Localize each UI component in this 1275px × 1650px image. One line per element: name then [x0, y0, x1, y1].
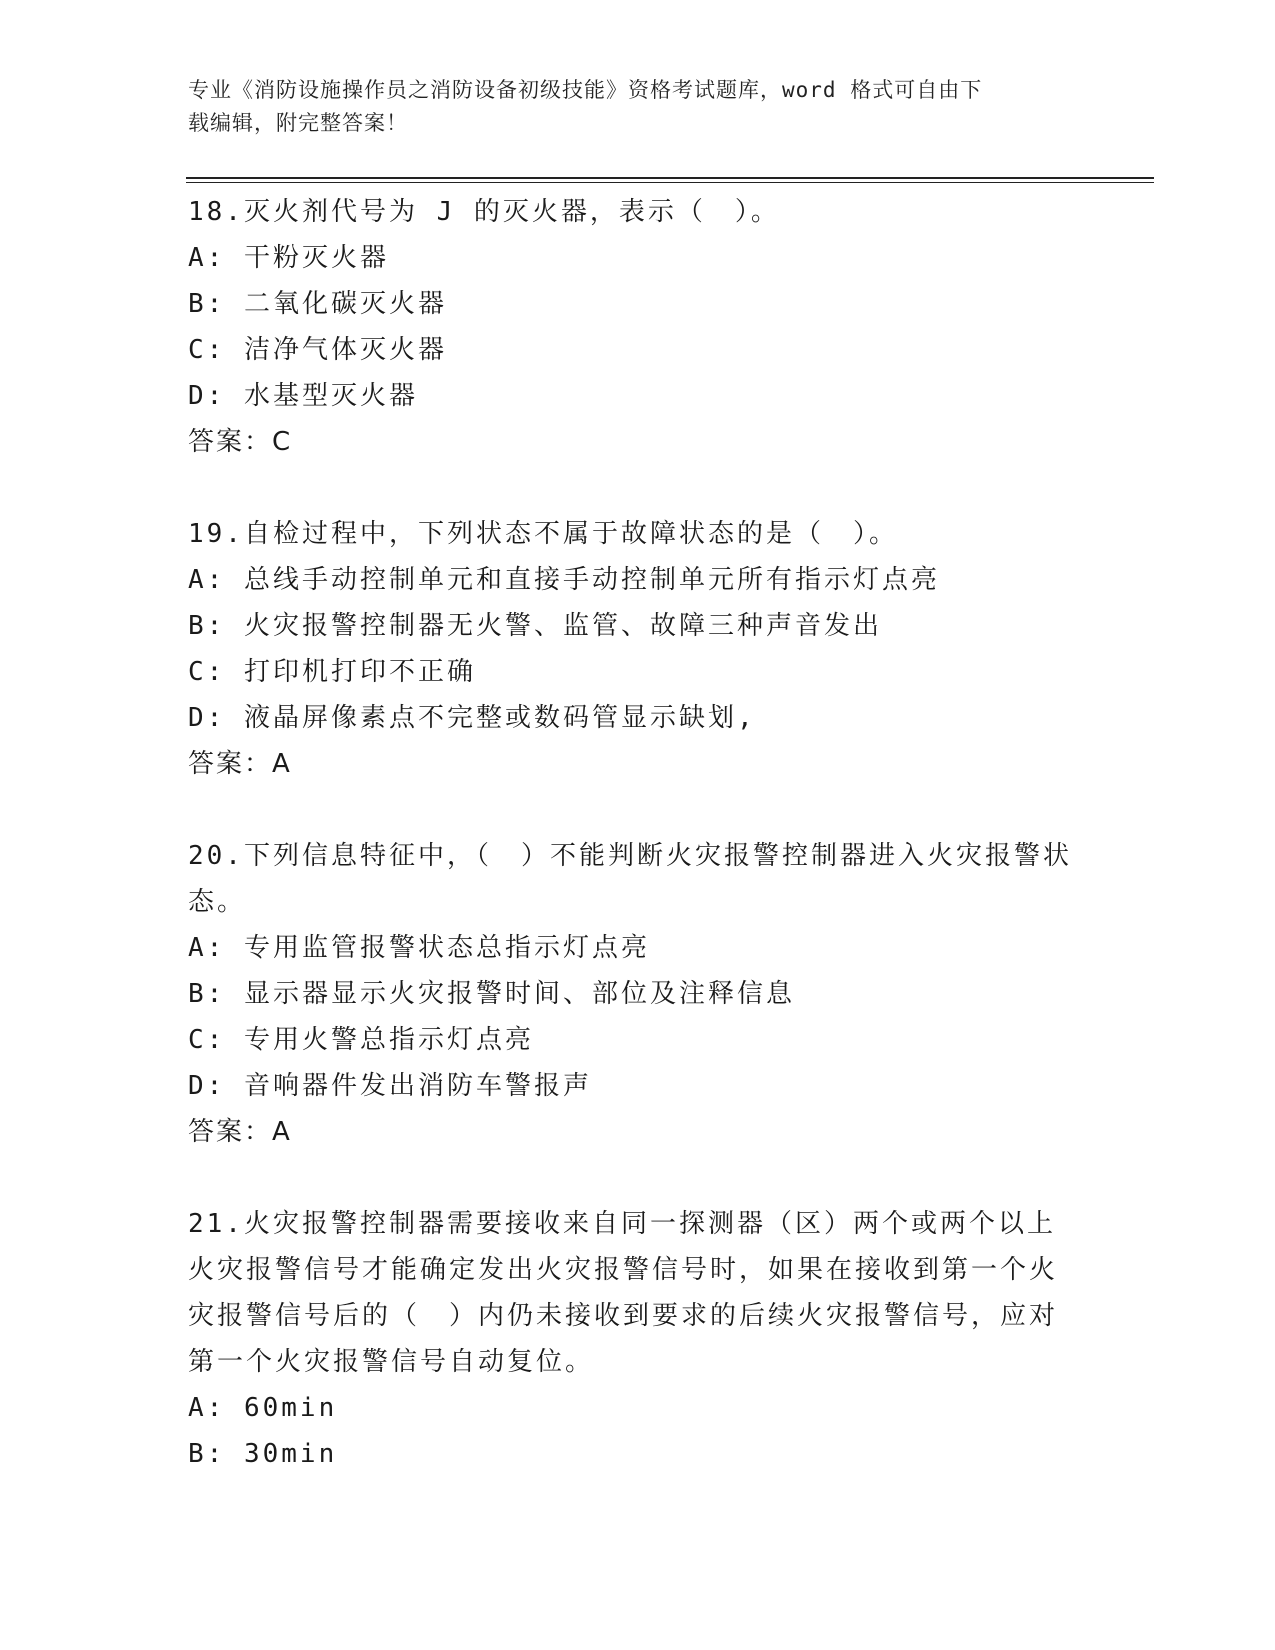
header-divider-thick: [186, 177, 1154, 179]
option-c: C: 专用火警总指示灯点亮: [188, 1025, 534, 1055]
option-d: D: 音响器件发出消防车警报声: [188, 1071, 592, 1101]
question-list: [188, 189, 1088, 1523]
option-a: A: 总线手动控制单元和直接手动控制单元所有指示灯点亮: [188, 565, 940, 595]
option-b: B: 二氧化碳灭火器: [188, 289, 447, 319]
option-a: A: 干粉灭火器: [188, 243, 389, 273]
question-18: [188, 189, 1088, 465]
option-b: B: 30min: [188, 1439, 338, 1469]
option-b: B: 显示器显示火灾报警时间、部位及注释信息: [188, 979, 795, 1009]
option-a: A: 专用监管报警状态总指示灯点亮: [188, 933, 650, 963]
answer: 答案：A: [188, 749, 292, 779]
answer: 答案：A: [188, 1117, 292, 1147]
question-stem: 18.灭火剂代号为 J 的灭火器，表示（ ）。: [188, 197, 780, 227]
question-19: [188, 511, 1088, 787]
option-d: D: 液晶屏像素点不完整或数码管显示缺划,: [188, 703, 756, 733]
option-b: B: 火灾报警控制器无火警、监管、故障三种声音发出: [188, 611, 882, 641]
option-c: C: 洁净气体灭火器: [188, 335, 447, 365]
question-stem: 21.火灾报警控制器需要接收来自同一探测器（区）两个或两个以上火灾报警信号才能确定发出火灾报警信号时，如果在接收到第一个火灾报警信号后的（ ）内仍未接收到要求的后续火灾报警信号，应对第一个火灾报警信号自动复位。: [188, 1209, 1059, 1377]
header-divider-thin: [186, 182, 1154, 183]
question-stem: 20.下列信息特征中，（ ）不能判断火灾报警控制器进入火灾报警状态。: [188, 841, 1072, 917]
option-d: D: 水基型灭火器: [188, 381, 418, 411]
document-header: [188, 74, 1068, 140]
header-line-2: 载编辑，附完整答案！: [188, 111, 408, 135]
question-21: [188, 1201, 1088, 1477]
option-a: A: 60min: [188, 1393, 338, 1423]
answer: 答案：C: [188, 427, 293, 457]
option-c: C: 打印机打印不正确: [188, 657, 476, 687]
question-20: [188, 833, 1088, 1155]
question-stem: 19.自检过程中，下列状态不属于故障状态的是（ ）。: [188, 519, 898, 549]
header-line-1: 专业《消防设施操作员之消防设备初级技能》资格考试题库，word 格式可自由下: [188, 78, 983, 102]
